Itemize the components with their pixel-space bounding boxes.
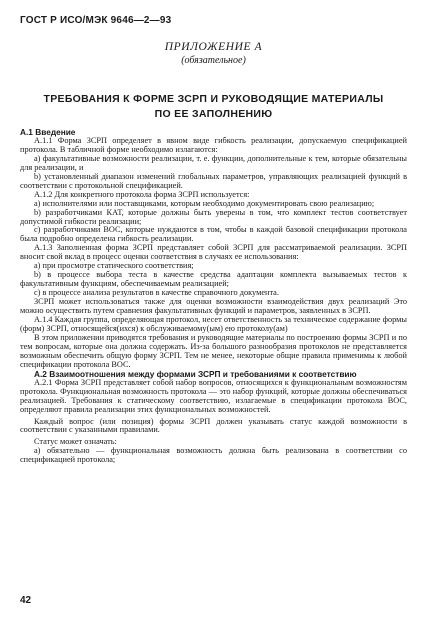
list-item: а) обязательно — функциональная возможность должна быть реализована в соответствии со спецификацией протокола; [20,446,407,465]
section-heading: А.2 Взаимоотношения между формами ЗСРП и требованиями к соответствию [34,368,357,379]
section-heading: А.1 Введение [20,127,76,137]
list-item: а) исполнителями или поставщиками, которым необходимо документировать свою реализацию; [34,198,375,208]
appendix-subtitle: (обязательное) [181,55,246,66]
page-number: 42 [20,595,32,606]
list-item: а) при просмотре статического соответствия; [34,261,194,271]
list-item: b) в процессе выбора теста в качестве средства адаптации комплекта вызываемых тестов к факультативным функциям, обеспечиваемым реализацией; [20,270,407,289]
appendix-title: ПРИЛОЖЕНИЕ А [164,41,263,53]
paragraph: Статус может означать: [34,437,117,447]
title-line: ТРЕБОВАНИЯ К ФОРМЕ ЗСРП И РУКОВОДЯЩИЕ МАТЕРИАЛЫ [43,93,384,105]
list-item: c) разработчиками ВОС, которые нуждаются в том, чтобы в каждой базовой спецификации протокола была подробно определена гибкость реализации. [20,225,407,244]
paragraph: А.1.3 Заполненная форма ЗСРП представляет собой ЗСРП для рассматриваемой реализации. ЗСРП вносит свой вклад в процесс оценки соответствия в случаях ее использования: [20,243,407,262]
paragraph: Каждый вопрос (или позиция) формы ЗСРП должен указывать статус каждой возможности в соответствии с указанными правилами. [20,416,407,435]
paragraph: А.2.1 Форма ЗСРП представляет собой набор вопросов, относящихся к функциональным возможностям протокола. Функциональная возможность протокола — это набор функций, которые должны обеспечиваться реализацией. Требования к статическому соответствию, излагаемые в спецификации протокола ВОС, определяют правила реализации этих функциональных возможностей. [20,377,407,414]
list-item: а) факультативные возможности реализации, т. е. функции, дополнительные к тем, которые обязательны для реализации, и [20,153,407,172]
list-item: c) в процессе анализа результатов в качестве справочного документа. [34,288,279,298]
paragraph: ЗСРП может использоваться также для оценки возможности взаимодействия двух реализаций Это можно осуществить путем сравнения факультативных функций и параметров, заявленных в ЗСРП. [20,297,407,316]
standard-designation: ГОСТ Р ИСО/МЭК 9646—2—93 [20,15,172,26]
document-title [20,92,407,122]
body-text [20,128,407,465]
title-line: ПО ЕЕ ЗАПОЛНЕНИЮ [154,108,273,120]
list-item: b) установленный диапазон изменений глобальных параметров, управляющих реализацией функций в соответствии с протокольной спецификацией. [20,171,407,190]
paragraph: А.1.1 Форма ЗСРП определяет в явном виде гибкость реализации, допускаемую спецификацией протокола. В табличной форме необходимо излагаются: [20,135,407,154]
list-item: b) разработчиками КАТ, которые должны быть уверены в том, что комплект тестов соответствует допустимой гибкости реализации; [20,207,407,226]
paragraph: А.1.2 Для конкретного протокола форма ЗСРП используется: [34,189,250,199]
paragraph: А.1.4 Каждая группа, определяющая протокол, несет ответственность за техническое содержание формы (форм) ЗСРП, относящейся(ихся) к обслуживаемому(ым) ею протоколу(ам) [20,315,407,333]
paragraph: В этом приложении приводятся требования и руководящие материалы по построению формы ЗСРП и по тем вопросам, которые она должна содержать. Из-за большого разнообразия протоколов не представляется возможным обеспечить общую форму ЗСРП. Тем не менее, некоторые общие правила применимы к любой спецификации протокола ВОС. [20,332,407,369]
